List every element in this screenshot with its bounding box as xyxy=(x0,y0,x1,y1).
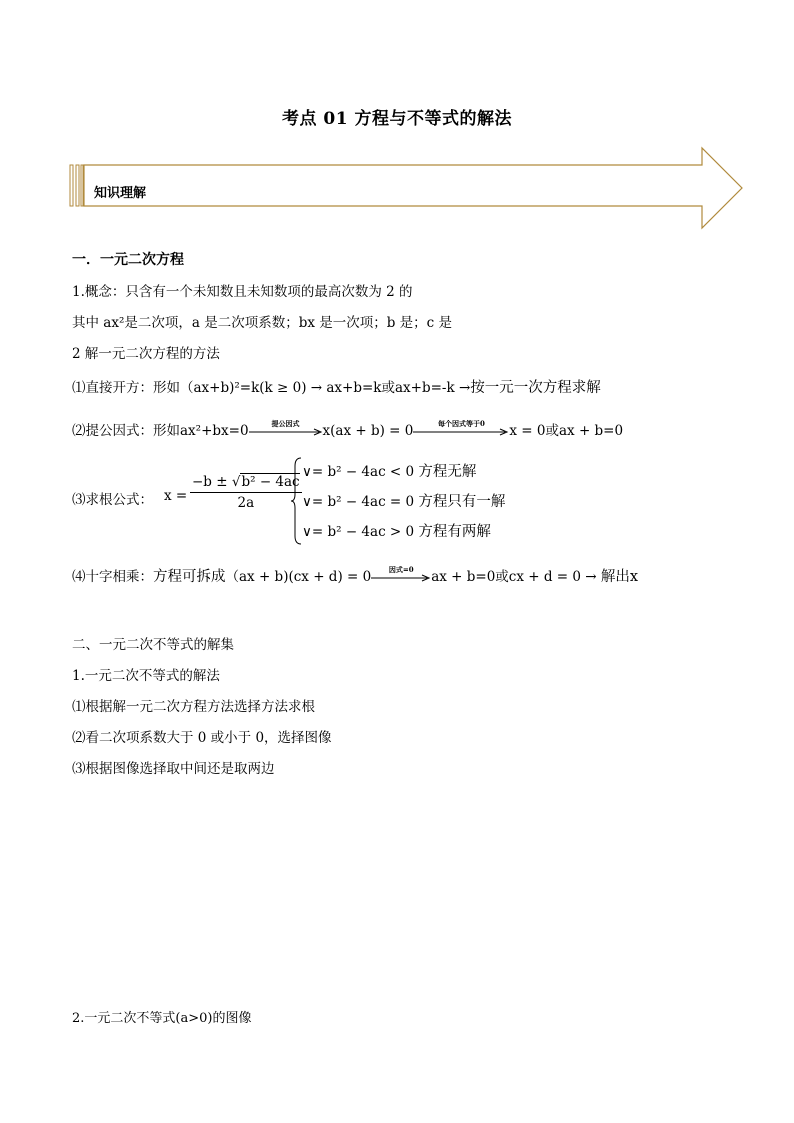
discriminant-radicand: b² − 4ac xyxy=(241,474,300,490)
method-2-eq-a: ax²+bx=0 xyxy=(180,423,249,439)
method-2-eq-b: x(ax + b) = 0 xyxy=(322,423,414,439)
arrow-each-factor-label: 每个因式等于0 xyxy=(437,418,485,428)
numerator-prefix: −b ± xyxy=(192,474,228,490)
method-4-label: ⑷十字相乘： xyxy=(72,569,153,585)
case-row-1 xyxy=(302,460,476,481)
method-1 xyxy=(72,376,601,397)
inequality-step-3: ⑶根据图像选择取中间还是取两边 xyxy=(72,761,275,777)
long-arrow-icon xyxy=(371,574,431,582)
case-row-2 xyxy=(302,490,505,511)
arrow-each-factor xyxy=(413,418,509,436)
case-result: 方程有两解 xyxy=(418,524,491,540)
methods-title: 2 解一元二次方程的方法 xyxy=(72,346,220,362)
case-row-3 xyxy=(302,520,491,541)
inequality-method-title: 1.一元二次不等式的解法 xyxy=(72,668,220,684)
concept-text: 1.概念：只含有一个未知数且未知数项的最高次数为 2 的 xyxy=(72,284,413,300)
inequality-step-2: ⑵看二次项系数大于 0 或小于 0，选择图像 xyxy=(72,730,332,746)
method-4 xyxy=(72,565,638,586)
banner-arrow-shape xyxy=(68,146,746,230)
arrow-factor-zero-label: 因式=0 xyxy=(388,564,414,574)
long-arrow-icon xyxy=(413,428,509,436)
formula-x: x = xyxy=(164,488,188,504)
inequality-step-1: ⑴根据解一元二次方程方法选择方法求根 xyxy=(72,699,315,715)
case-condition: ∨= b² − 4ac < 0 xyxy=(302,464,415,480)
page-title: 考点 01 方程与不等式的解法 xyxy=(282,109,512,129)
method-4-equation: （ax + b)(cx + d) = 0 xyxy=(225,569,372,585)
case-result: 方程只有一解 xyxy=(418,494,506,510)
case-result: 方程无解 xyxy=(418,464,477,480)
method-2-eq-c: x = 0或ax + b=0 xyxy=(509,423,624,439)
formula-numerator: −b ± √b² − 4ac xyxy=(190,474,302,493)
method-1-label: ⑴直接开方：形如 xyxy=(72,380,180,396)
quadratic-formula xyxy=(190,474,302,511)
banner-label: 知识理解 xyxy=(94,186,147,201)
method-1-equation: （ax+b)²=k(k ≥ 0) → ax+b=k或ax+b=-k → xyxy=(180,380,471,396)
method-3-label: ⑶求根公式： xyxy=(72,492,153,508)
case-condition: ∨= b² − 4ac = 0 xyxy=(302,494,415,510)
section-banner xyxy=(68,146,746,230)
method-4-text: 方程可拆成 xyxy=(153,569,226,585)
formula-fraction xyxy=(190,474,302,511)
method-2 xyxy=(72,419,623,439)
formula-denominator: 2a xyxy=(237,495,255,511)
method-2-label: ⑵提公因式：形如 xyxy=(72,423,180,439)
arrow-factor-zero xyxy=(371,564,431,582)
arrow-factor-out-label: 提公因式 xyxy=(271,418,300,428)
section1-heading: 一．一元二次方程 xyxy=(72,252,184,268)
graph-section-title: 2.一元二次不等式(a>0)的图像 xyxy=(72,1011,252,1026)
method-4-tail: 解出x xyxy=(600,569,639,585)
method-1-tail: 按一元一次方程求解 xyxy=(470,380,601,396)
section2-heading: 二、一元二次不等式的解集 xyxy=(72,637,234,653)
terms-text: 其中 ax²是二次项，a 是二次项系数；bx 是一次项；b 是；c 是 xyxy=(72,315,453,331)
arrow-factor-out xyxy=(249,418,323,436)
method-4-result: ax + b=0或cx + d = 0 → xyxy=(431,569,597,585)
case-condition: ∨= b² − 4ac > 0 xyxy=(302,524,415,540)
long-arrow-icon xyxy=(249,428,323,436)
